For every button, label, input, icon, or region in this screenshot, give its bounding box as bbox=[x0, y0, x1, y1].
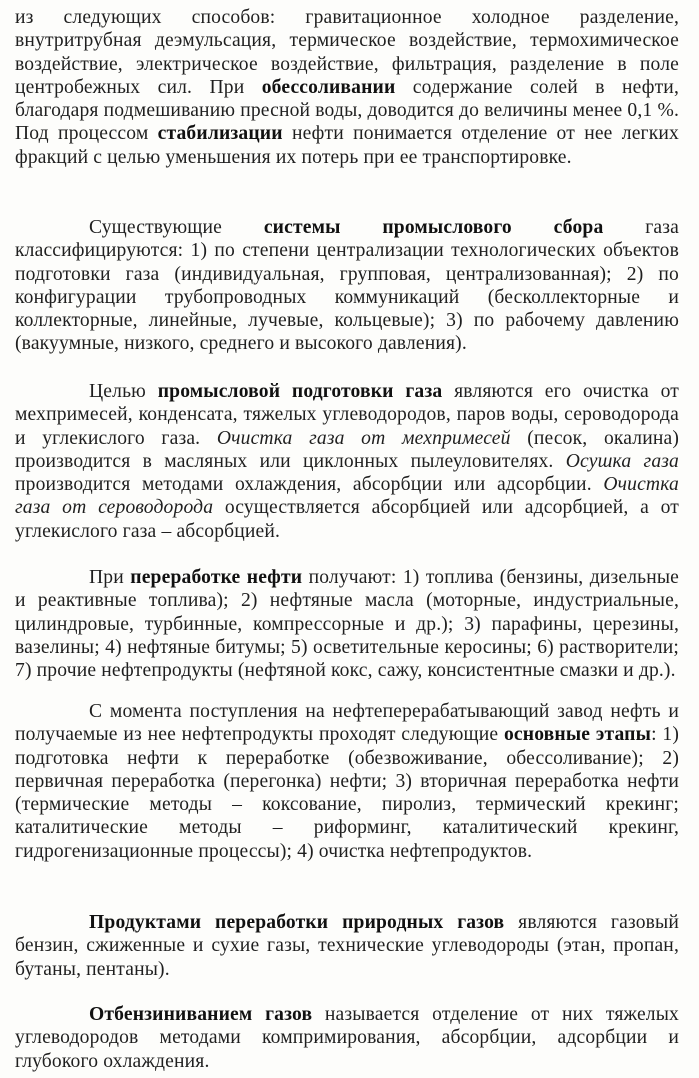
paragraph-refining-stages bbox=[15, 700, 679, 863]
paragraph-text: из следующих способов: гравитационное холодное разделение, внутритрубная деэмульсация, термическое воздействие, термохимическое воздействие, электрическое воздействие, фильтрация, разделение в поле центробежных сил. При bbox=[15, 7, 679, 98]
paragraph-oil-refining-products bbox=[15, 566, 679, 682]
term-field-gas-treatment: промысловой подготовки газа bbox=[157, 381, 443, 402]
paragraph-separation-desalting bbox=[15, 6, 679, 169]
paragraph-gas-processing-products bbox=[15, 911, 679, 981]
paragraph-gas-stripping bbox=[15, 1003, 679, 1073]
term-h2s-removal: Очистка газа от сероводорода bbox=[15, 474, 679, 519]
term-gas-stripping: Отбензиниванием газов bbox=[89, 1004, 313, 1025]
paragraph-text: производится методами охлаждения, абсорбции или адсорбции. bbox=[15, 474, 604, 496]
paragraph-text: С момента поступления на нефтеперерабатывающий завод нефть и получаемые из нее нефтепродукты проходят следующие bbox=[15, 701, 679, 746]
paragraph-text: Целью bbox=[89, 381, 158, 402]
paragraph-text: осуществляется абсорбцией или адсорбцией, а от углекислого газа – абсорбцией. bbox=[15, 497, 679, 542]
term-main-stages: основные этапы bbox=[503, 724, 652, 746]
paragraph-text: (песок, окалина) производится в масляных или циклонных пылеуловителях. bbox=[15, 427, 680, 472]
term-oil-refining: переработке нефти bbox=[130, 567, 303, 588]
term-field-gathering-systems: системы промыслового сбора bbox=[263, 217, 604, 238]
paragraph-text: называется отделение от них тяжелых углеводородов методами компримирования, абсорбции, адсорбции и глубокого охлаждения. bbox=[15, 1004, 679, 1072]
paragraph-gas-treatment bbox=[15, 380, 679, 543]
term-mechanical-impurity-removal: Очистка газа от мехпримесей bbox=[216, 427, 511, 449]
term-gas-processing-products: Продуктами переработки природных газов bbox=[89, 912, 505, 933]
term-gas-drying: Осушка газа bbox=[565, 450, 680, 472]
paragraph-text: : 1) подготовка нефти к переработке (обезвоживание, обессоливание); 2) первичная переработка (перегонка) нефти; 3) вторичная переработка нефти (термические методы – коксование, пиролиз, термический крекинг; каталитические методы – риформинг, каталитический крекинг, гидрогенизационные процессы); 4) очистка нефтепродуктов. bbox=[15, 724, 680, 862]
term-stabilization: стабилизации bbox=[157, 123, 283, 145]
paragraph-text: являются газовый бензин, сжиженные и сухие газы, технические углеводороды (этан, пропан, бутаны, пентаны). bbox=[15, 912, 680, 980]
paragraph-gas-gathering-systems bbox=[15, 216, 679, 356]
paragraph-text: Существующие bbox=[89, 217, 264, 238]
term-desalting: обессоливании bbox=[261, 76, 396, 98]
paragraph-text: При bbox=[89, 567, 131, 588]
paragraph-text: газа классифицируются: 1) по степени централизации технологических объектов подготовки газа (индивидуальная, групповая, централизованная); 2) по конфигурации трубопроводных коммуникаций (бесколлекторные и коллекторные, линейные, лучевые, кольцевые); 3) по рабочему давлению (вакуумные, низкого, среднего и высокого давления). bbox=[15, 217, 680, 355]
paragraph-text: получают: 1) топлива (бензины, дизельные и реактивные топлива); 2) нефтяные масла (моторные, индустриальные, цилиндровые, турбинные, компрессорные и др.); 3) парафины, церезины, вазелины; 4) нефтяные битумы; 5) осветительные керосины; 6) растворители; 7) прочие нефтепродукты (нефтяной кокс, сажу, консистентные смазки и др.). bbox=[15, 567, 680, 682]
paragraph-text: нефти понимается отделение от нее легких фракций с целью уменьшения их потерь при ее транспортировке. bbox=[15, 123, 679, 168]
paragraph-text: содержание солей в нефти, благодаря подмешиванию пресной воды, доводится до величины менее 0,1 %. Под процессом bbox=[15, 76, 679, 145]
paragraph-text: являются его очистка от мехпримесей, конденсата, тяжелых углеводородов, паров воды, сероводорода и углекислого газа. bbox=[15, 381, 679, 449]
